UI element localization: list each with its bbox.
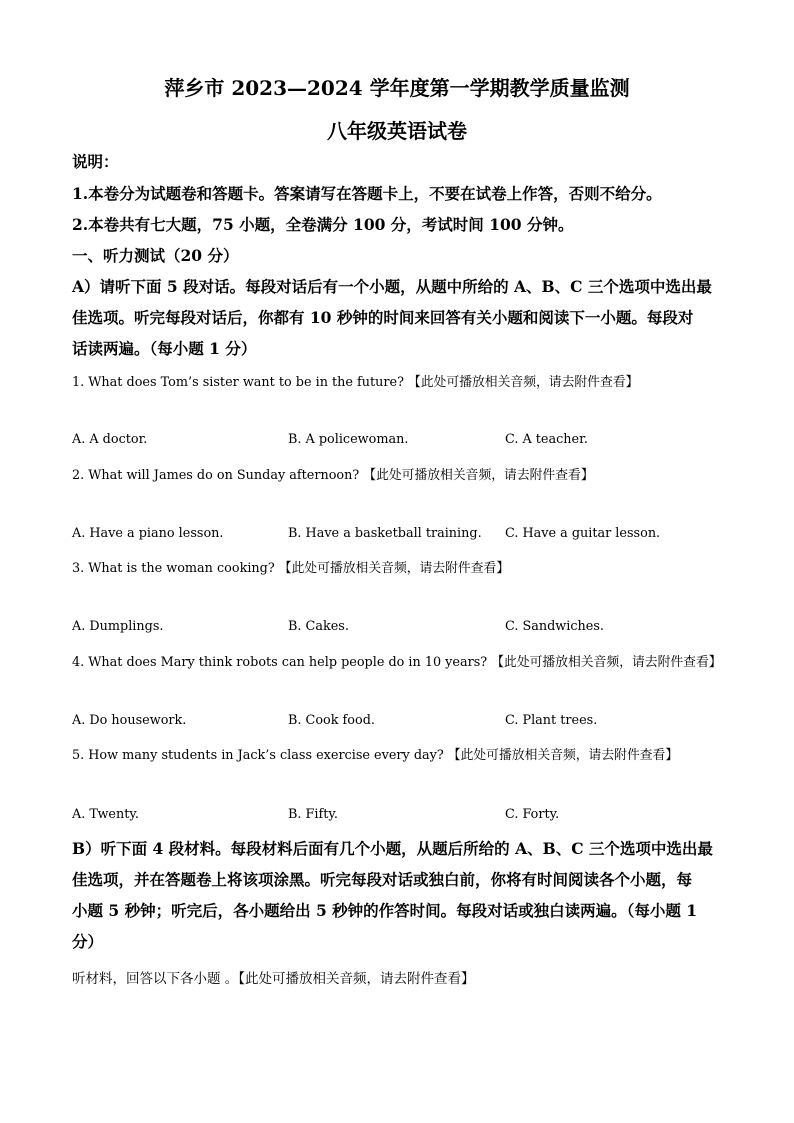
part-b-instruction: 佳选项，并在答题卷上将该项涂黑。听完每段对话或独白前，你将有时间阅读各个小题，每 — [72, 870, 693, 889]
option-b: B. Have a basketball training. — [288, 526, 482, 541]
option-c: C. Sandwiches. — [505, 619, 604, 634]
option-c: C. Have a guitar lesson. — [505, 526, 661, 541]
option-a: A. Dumplings. — [72, 619, 164, 634]
option-b: B. A policewoman. — [288, 432, 409, 447]
exam-subtitle: 八年级英语试卷 — [327, 119, 467, 143]
option-b: B. Fifty. — [288, 807, 338, 822]
option-a: A. Have a piano lesson. — [72, 526, 224, 541]
question-text: 3. What is the woman cooking? 【此处可播放相关音频，请去附件查看】 — [72, 561, 510, 576]
question-text: 4. What does Mary think robots can help people do in 10 years? 【此处可播放相关音频，请去附件查看】 — [72, 655, 722, 670]
notes-label: 说明： — [72, 152, 119, 171]
exam-title: 萍乡市 2023—2024 学年度第一学期教学质量监测 — [164, 76, 630, 100]
option-c: C. A teacher. — [505, 432, 588, 447]
option-a: A. Twenty. — [72, 807, 139, 822]
part-b-prompt: 听材料，回答以下各小题 。【此处可播放相关音频，请去附件查看】 — [72, 971, 475, 987]
question-text: 2. What will James do on Sunday afternoon? 【此处可播放相关音频，请去附件查看】 — [72, 468, 594, 483]
part-b-instruction: 分） — [72, 932, 104, 951]
option-c: C. Forty. — [505, 807, 560, 822]
note-item: 2.本卷共有七大题，75 小题，全卷满分 100 分，考试时间 100 分钟。 — [72, 215, 574, 234]
part-a-instruction: 话读两遍。（每小题 1 分） — [72, 339, 257, 358]
part-a-instruction: 佳选项。听完每段对话后，你都有 10 秒钟的时间来回答有关小题和阅读下一小题。每段对 — [72, 308, 694, 327]
section-heading: 一、听力测试（20 分） — [72, 246, 239, 265]
part-b-instruction: B）听下面 4 段材料。每段材料后面有几个小题，从题后所给的 A、B、C 三个选项中选出最 — [72, 839, 713, 858]
option-a: A. A doctor. — [72, 432, 148, 447]
part-b-instruction: 小题 5 秒钟；听完后，各小题给出 5 秒钟的作答时间。每段对话或独白读两遍。（每小题 1 — [72, 901, 698, 920]
question-text: 5. How many students in Jack’s class exercise every day? 【此处可播放相关音频，请去附件查看】 — [72, 748, 679, 763]
note-item: 1.本卷分为试题卷和答题卡。答案请写在答题卡上，不要在试卷上作答，否则不给分。 — [72, 184, 662, 203]
option-b: B. Cakes. — [288, 619, 349, 634]
option-b: B. Cook food. — [288, 713, 375, 728]
option-c: C. Plant trees. — [505, 713, 598, 728]
part-a-instruction: A）请听下面 5 段对话。每段对话后有一个小题，从题中所给的 A、B、C 三个选项中选出最 — [72, 277, 712, 296]
option-a: A. Do housework. — [72, 713, 187, 728]
question-text: 1. What does Tom’s sister want to be in the future? 【此处可播放相关音频，请去附件查看】 — [72, 375, 639, 390]
